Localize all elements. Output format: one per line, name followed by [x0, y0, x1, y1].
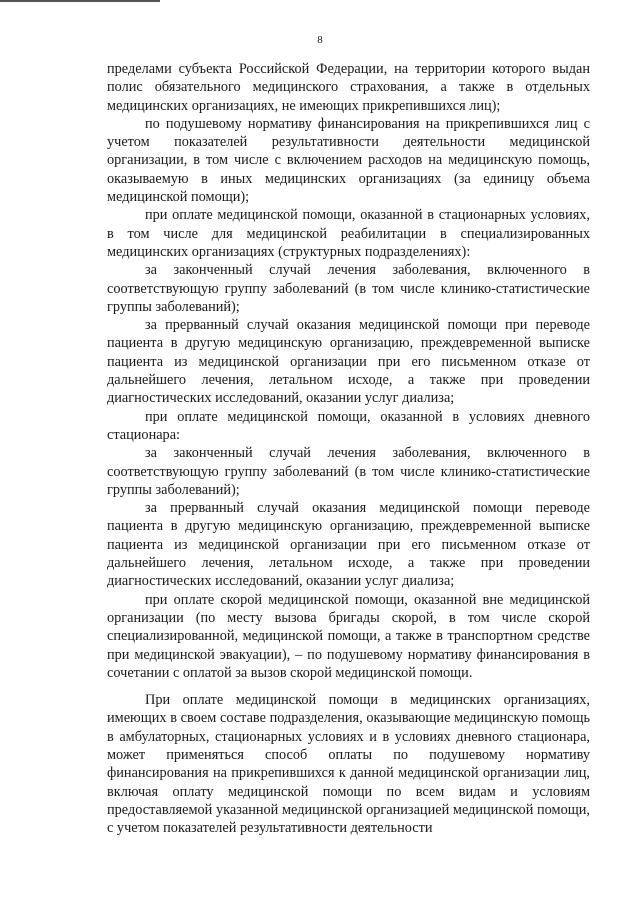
- paragraph-1: пределами субъекта Российской Федерации, на территории которого выдан полис обязательного медицинского страхования, а также в отдельных медицинских организациях, не имеющих прикрепившихся лиц);: [107, 61, 590, 114]
- top-rule: [0, 0, 160, 2]
- paragraph-2: по подушевому нормативу финансирования на прикрепившихся лиц с учетом показателей результативности деятельности медицинской организации, в том числе с включением расходов на медицинскую помощь, оказываемую в иных медицинских организациях (за единицу объема медицинской помощи);: [107, 115, 590, 206]
- paragraph-7: за законченный случай лечения заболевания, включенного в соответствующую группу заболеваний (в том числе клинико-статистические группы заболеваний);: [107, 445, 590, 498]
- paragraph-3: при оплате медицинской помощи, оказанной в стационарных условиях, в том числе для медицинской реабилитации в специализированных медицинских организациях (структурных подразделениях):: [107, 207, 590, 260]
- document-body: [107, 60, 590, 837]
- paragraph-4: за законченный случай лечения заболевания, включенного в соответствующую группу заболеваний (в том числе клинико-статистические группы заболеваний);: [107, 262, 590, 315]
- paragraph-5: за прерванный случай оказания медицинской помощи при переводе пациента в другую медицинскую организацию, преждевременной выписке пациента из медицинской организации при его письменном отказе от дальнейшего лечения, летальном исходе, а также при проведении диагностических исследований, оказании услуг диализа;: [107, 317, 590, 407]
- paragraph-8: за прерванный случай оказания медицинской помощи переводе пациента в другую медицинскую организацию, преждевременной выписке пациента из медицинской организации при его письменном отказе от дальнейшего лечения, летальном исходе, а также при проведении диагностических исследований, оказании услуг диализа;: [107, 500, 590, 590]
- paragraph-9: при оплате скорой медицинской помощи, оказанной вне медицинской организации (по месту вызова бригады скорой, в том числе скорой специализированной, медицинской помощи, а также в транспортном средстве при медицинской эвакуации), – по подушевому нормативу финансирования в сочетании с оплатой за вызов скорой медицинской помощи.: [107, 591, 590, 681]
- paragraph-6: при оплате медицинской помощи, оказанной в условиях дневного стационара:: [107, 408, 590, 443]
- paragraph-10: При оплате медицинской помощи в медицинских организациях, имеющих в своем составе подразделения, оказывающие медицинскую помощь в амбулаторных, стационарных условиях и в условиях дневного стационара, может применяться способ оплаты по подушевому нормативу финансирования на прикрепившихся к данной медицинской организации лиц, включая оплату медицинской помощи по всем видам и условиям предоставляемой указанной медицинской организацией медицинской помощи, с учетом показателей результативности деятельности: [107, 692, 590, 837]
- page-number: 8: [317, 34, 323, 46]
